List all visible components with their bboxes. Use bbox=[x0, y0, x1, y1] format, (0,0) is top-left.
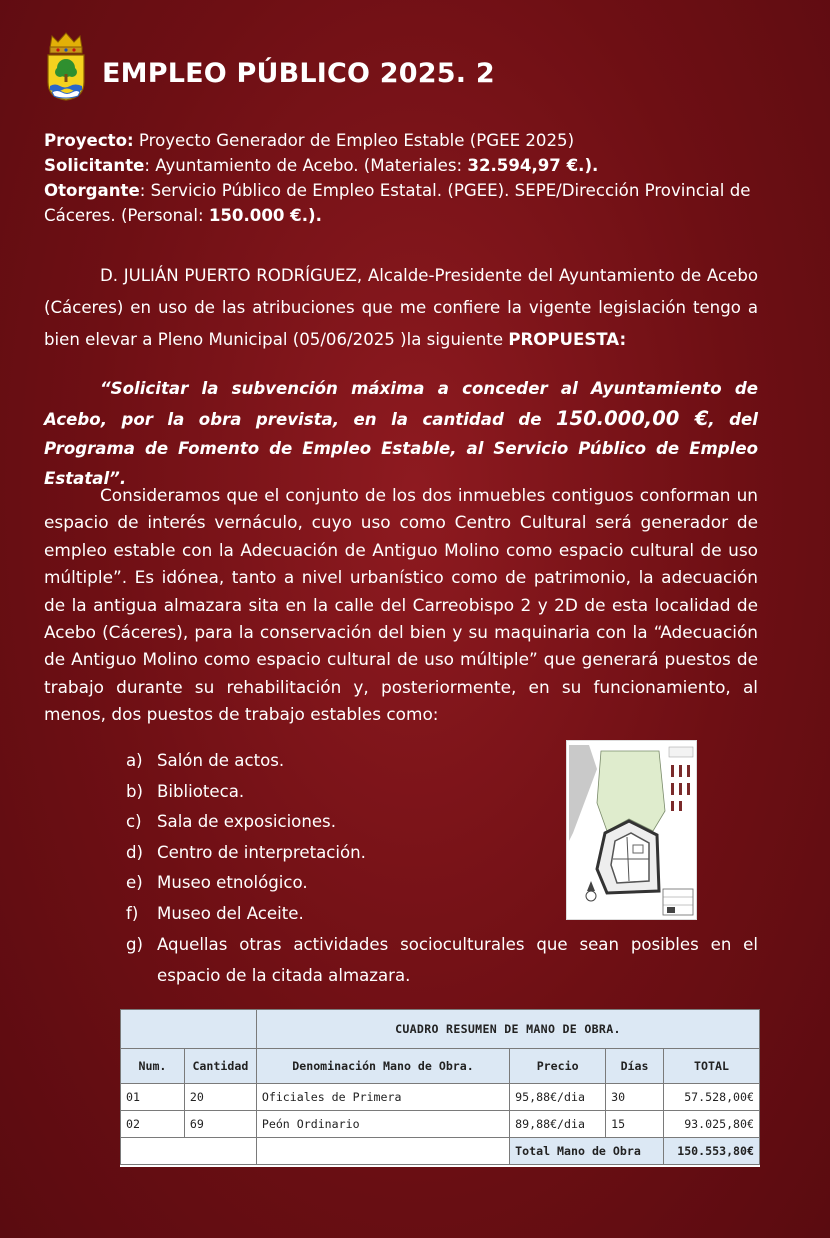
page-title: EMPLEO PÚBLICO 2025. 2 bbox=[102, 58, 495, 89]
col-header: Precio bbox=[510, 1049, 606, 1084]
solicitante-label: Solicitante bbox=[44, 156, 145, 175]
proposal-quote bbox=[44, 374, 758, 493]
quote-after: , del Programa de Fomento de Empleo Estable, al Servicio Público de Empleo Estatal”. bbox=[44, 409, 758, 488]
list-item: c) Sala de exposiciones. bbox=[126, 812, 336, 831]
otorgante-line bbox=[44, 178, 758, 228]
list-item: b) Biblioteca. bbox=[126, 781, 245, 801]
mayor-paragraph bbox=[44, 260, 758, 356]
list-item: e) Museo etnológico. bbox=[126, 873, 308, 892]
proyecto-line bbox=[44, 128, 758, 153]
otorgante-label: Otorgante bbox=[44, 181, 140, 200]
total-label: Total Mano de Obra bbox=[510, 1138, 664, 1165]
quote-before: “Solicitar la subvención máxima a conceder al Ayuntamiento de Acebo, por la obra prevista, en la cantidad de bbox=[44, 379, 758, 429]
list-item: f) Museo del Aceite. bbox=[126, 903, 304, 923]
otorgante-text: : Servicio Público de Empleo Estatal. (PGEE). SEPE/Dirección Provincial de Cáceres. (Personal: bbox=[44, 181, 751, 225]
col-header: Denominación Mano de Obra. bbox=[256, 1049, 509, 1084]
table-caption: CUADRO RESUMEN DE MANO DE OBRA. bbox=[256, 1010, 759, 1049]
list-item: a) Salón de actos. bbox=[126, 751, 285, 770]
labor-summary-table bbox=[120, 1009, 760, 1167]
quote-amount: 150.000,00 € bbox=[555, 406, 709, 430]
justification-text: Consideramos que el conjunto de los dos inmuebles contiguos conforman un espacio de interés vernáculo, cuyo uso como Centro Cultural será generador de empleo estable con la Adecuación de Antiguo Molino como espacio cultural de uso múltiple”. Es idónea, tanto a nivel urbanístico como de patrimonio, la adecuación de la antigua almazara sita en la calle del Carreobispo 2 y 2D de esta localidad de Acebo (Cáceres), para la conservación del bien y su maquinaria con la “Adecuación de Antiguo Molino como espacio cultural de uso múltiple” que generará puestos de trabajo durante su rehabilitación y, posteriormente, en su funcionamiento, al menos, dos puestos de trabajo estables como: bbox=[44, 485, 758, 725]
justification-paragraph bbox=[44, 482, 758, 729]
col-header: Cantidad bbox=[184, 1049, 256, 1084]
col-header: TOTAL bbox=[664, 1049, 760, 1084]
floor-plan-icon bbox=[566, 740, 697, 920]
total-value: 150.553,80€ bbox=[664, 1138, 760, 1165]
proyecto-label: Proyecto: bbox=[44, 131, 134, 150]
col-header: Num. bbox=[121, 1049, 185, 1084]
otorgante-amount: 150.000 €.). bbox=[208, 206, 322, 225]
solicitante-text: : Ayuntamiento de Acebo. (Materiales: bbox=[144, 156, 468, 175]
col-header: Días bbox=[606, 1049, 664, 1084]
solicitante-amount: 32.594,97 €.). bbox=[467, 156, 599, 175]
mayor-text: D. JULIÁN PUERTO RODRÍGUEZ, Alcalde-Presidente del Ayuntamiento de Acebo (Cáceres) en uso de las atribuciones que me confiere la vigente legislación tengo a bien elevar a Pleno Municipal (05/06/2025 )la siguiente bbox=[44, 266, 758, 349]
list-item: g) Aquellas otras actividades socioculturales que sean posibles en el espacio de la citada almazara. bbox=[126, 935, 758, 985]
project-info bbox=[44, 128, 758, 228]
solicitante-line bbox=[44, 153, 758, 178]
proyecto-value: Proyecto Generador de Empleo Estable (PGEE 2025) bbox=[133, 131, 575, 150]
list-item: d) Centro de interpretación. bbox=[126, 842, 366, 862]
table-header-row bbox=[121, 1049, 760, 1084]
propuesta-label: PROPUESTA: bbox=[508, 330, 627, 349]
table-total-row bbox=[121, 1138, 760, 1165]
table-row: 02 69 Peón Ordinario 89,88€/dia 15 93.025,80€ bbox=[121, 1111, 760, 1138]
table-row: 01 20 Oficiales de Primera 95,88€/dia 30 57.528,00€ bbox=[121, 1084, 760, 1111]
municipal-coat-of-arms-icon bbox=[44, 30, 88, 102]
